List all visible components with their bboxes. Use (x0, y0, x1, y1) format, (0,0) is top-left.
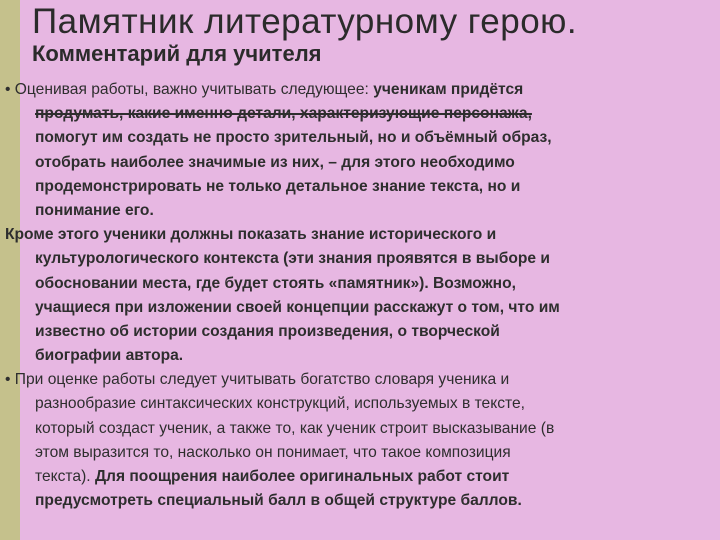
text-run: • Оценивая работы, важно учитывать следующее: (5, 81, 374, 98)
text-line: учащиеся при изложении своей концепции расскажут о том, что им (35, 298, 560, 316)
text-line: предусмотреть специальный балл в общей структуре баллов. (35, 492, 522, 510)
text-line: помогут им создать не просто зрительный, но и объёмный образ, (35, 129, 552, 147)
paragraph-3 (5, 368, 717, 513)
text-line: разнообразие синтаксических конструкций, используемых в тексте, (35, 395, 525, 413)
text-line: Кроме этого ученики должны показать знание исторического и (5, 226, 497, 244)
text-line (5, 465, 717, 489)
paragraph-2 (5, 223, 717, 368)
slide-subtitle: Комментарий для учителя (32, 41, 322, 66)
text-line: этом выразится то, насколько он понимает, что такое композиция (35, 443, 511, 461)
text-run: текста). (35, 468, 95, 485)
slide-body (5, 78, 717, 513)
text-line: отобрать наиболее значимые из них, – для этого необходимо (35, 153, 515, 171)
text-line: • При оценке работы следует учитывать богатство словаря ученика и (5, 371, 510, 389)
paragraph-1 (5, 78, 717, 223)
text-line: обосновании места, где будет стоять «памятник»). Возможно, (35, 274, 516, 292)
text-line: понимание его. (35, 201, 154, 219)
text-run-bold: ученикам придётся (373, 81, 524, 98)
slide-title: Памятник литературному герою. (32, 2, 578, 41)
text-run-bold: Для поощрения наиболее оригинальных работ стоит (94, 468, 510, 485)
text-line: который создаст ученик, а также то, как ученик строит высказывание (в (35, 419, 555, 437)
text-line (5, 78, 717, 102)
text-line: биографии автора. (35, 347, 184, 365)
text-line: известно об истории создания произведения, о творческой (35, 322, 500, 340)
text-line: продумать, какие именно детали, характеризующие персонажа, (35, 105, 532, 123)
text-line: культурологического контекста (эти знания проявятся в выборе и (35, 250, 550, 268)
text-line: продемонстрировать не только детальное знание текста, но и (35, 177, 521, 195)
